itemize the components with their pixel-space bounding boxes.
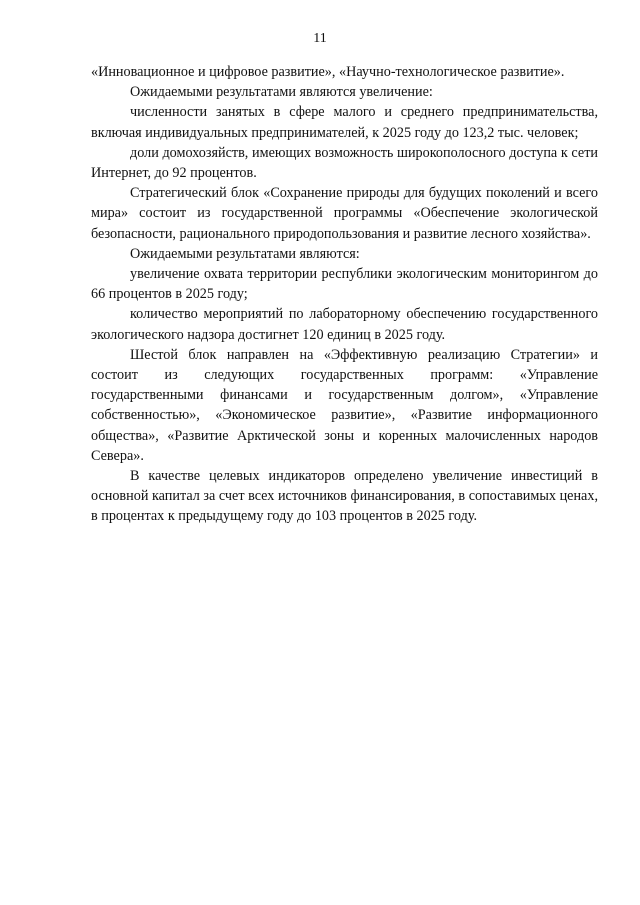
- paragraph-expected-results-nature: Ожидаемыми результатами являются:: [130, 245, 360, 262]
- paragraph-sme-employment: численности занятых в сфере малого и среднего предпринимательства, включая индивидуальных предпринимателей, к 2025 году до 123,2 тыс. человек;: [91, 104, 598, 141]
- body-text: [91, 62, 598, 527]
- paragraph-program-continuation: «Инновационное и цифровое развитие», «Научно-технологическое развитие».: [91, 64, 565, 80]
- paragraph-expected-results-intro: Ожидаемыми результатами являются увеличение:: [130, 84, 433, 101]
- page-number: 11: [313, 31, 327, 46]
- paragraph-nature-block: Стратегический блок «Сохранение природы для будущих поколений и всего мира» состоит из государственной программы «Обеспечение экологической безопасности, рационального природопользования и развитие лесного хозяйства».: [91, 185, 598, 242]
- paragraph-broadband-access: доли домохозяйств, имеющих возможность широкополосного доступа к сети Интернет, до 92 процентов.: [91, 144, 598, 182]
- paragraph-investment-indicator: В качестве целевых индикаторов определено увеличение инвестиций в основной капитал за счет всех источников финансирования, в сопоставимых ценах, в процентах к предыдущему году до 103 процентов в 2025 году.: [91, 468, 598, 525]
- paragraph-sixth-block: Шестой блок направлен на «Эффективную реализацию Стратегии» и состоит из следующих государственных программ: «Управление государственными финансами и государственным долгом», «Управление собственностью», «Экономическое развитие», «Развитие информационного общества», «Развитие Арктической зоны и коренных малочисленных народов Севера».: [91, 346, 598, 464]
- paragraph-eco-monitoring: увеличение охвата территории республики экологическим мониторингом до 66 процентов в 2025 году;: [91, 266, 598, 303]
- paragraph-lab-support: количество мероприятий по лабораторному обеспечению государственного экологического надзора достигнет 120 единиц в 2025 году.: [91, 306, 598, 343]
